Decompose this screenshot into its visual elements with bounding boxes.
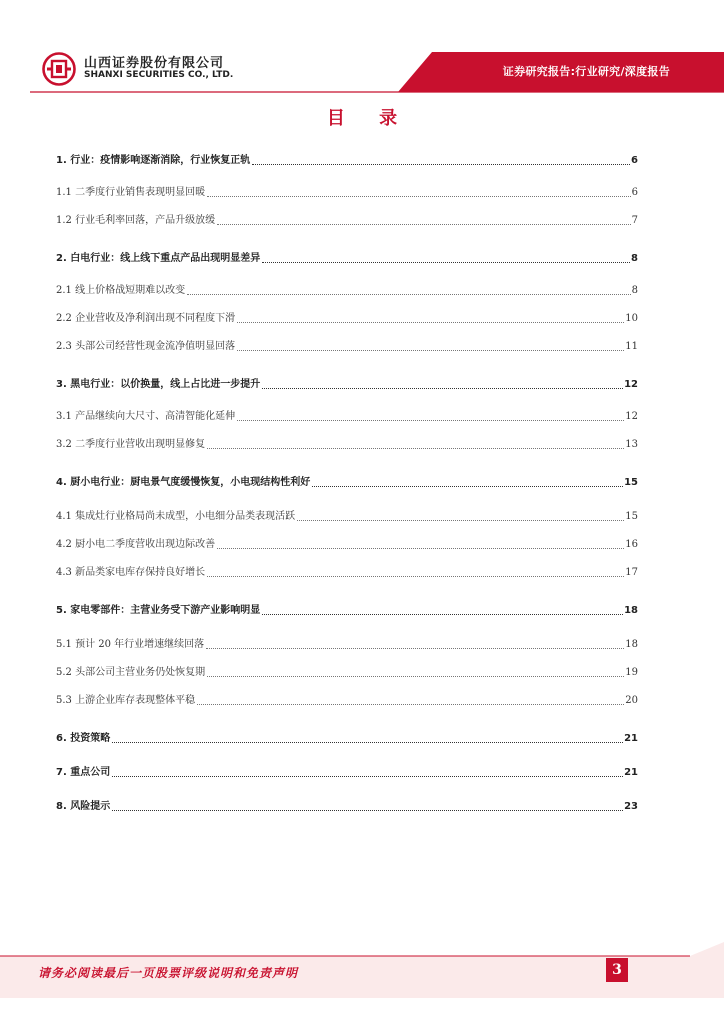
toc-leader-dots — [207, 196, 631, 197]
toc-entry-page: 7 — [631, 215, 638, 226]
toc-entry-page: 6 — [631, 155, 638, 166]
toc-entry[interactable] — [56, 280, 638, 298]
company-name-cn: 山西证券股份有限公司 — [84, 56, 225, 71]
toc-entry-page: 16 — [625, 539, 638, 550]
company-name-en: SHANXI SECURITIES CO., LTD. — [84, 70, 234, 80]
toc-leader-dots — [312, 486, 623, 487]
toc-entry-page: 10 — [625, 313, 638, 324]
toc-entry[interactable] — [56, 308, 638, 326]
toc-leader-dots — [217, 224, 631, 225]
toc-entry-page: 15 — [625, 511, 638, 522]
toc-leader-dots — [262, 614, 623, 615]
toc-leader-dots — [217, 548, 624, 549]
toc-entry-page: 18 — [624, 605, 638, 616]
toc-entry-label: 3.2 二季度行业营收出现明显修复 — [56, 439, 206, 450]
toc-entry[interactable] — [56, 600, 638, 618]
toc-entry[interactable] — [56, 406, 638, 424]
page-number: 3 — [606, 958, 628, 982]
toc-leader-dots — [262, 262, 630, 263]
toc-entry-page: 12 — [625, 411, 638, 422]
toc-entry-page: 12 — [624, 379, 638, 390]
toc-entry[interactable] — [56, 374, 638, 392]
toc-leader-dots — [207, 576, 624, 577]
toc-entry-label: 4.2 厨小电二季度营收出现边际改善 — [56, 539, 216, 550]
toc-entry-label: 5.3 上游企业库存表现整体平稳 — [56, 695, 196, 706]
toc-entry[interactable] — [56, 506, 638, 524]
toc-entry-label: 1.2 行业毛利率回落，产品升级放缓 — [56, 215, 216, 226]
toc-entry-page: 20 — [625, 695, 638, 706]
toc-leader-dots — [237, 350, 624, 351]
toc-title: 目 录 — [326, 108, 412, 129]
toc-entry[interactable] — [56, 690, 638, 708]
toc-leader-dots — [262, 388, 623, 389]
toc-entry-label: 7. 重点公司 — [56, 767, 111, 778]
toc-entry-label: 4.3 新品类家电库存保持良好增长 — [56, 567, 206, 578]
toc-entry[interactable] — [56, 182, 638, 200]
toc-entry-page: 13 — [625, 439, 638, 450]
page-header — [0, 0, 724, 100]
toc-entry-label: 5.1 预计 20 年行业增速继续回落 — [56, 639, 205, 650]
toc-leader-dots — [297, 520, 624, 521]
toc-entry-page: 21 — [624, 767, 638, 778]
toc-entry-label: 3. 黑电行业：以价换量，线上占比进一步提升 — [56, 379, 261, 390]
toc-entry-label: 5. 家电零部件：主营业务受下游产业影响明显 — [56, 605, 261, 616]
toc-entry[interactable] — [56, 336, 638, 354]
toc-entry-page: 23 — [624, 801, 638, 812]
toc-entry[interactable] — [56, 248, 638, 266]
toc-entry-label: 2. 白电行业：线上线下重点产品出现明显差异 — [56, 253, 261, 264]
toc-entry-label: 2.2 企业营收及净利润出现不同程度下滑 — [56, 313, 236, 324]
toc-entry[interactable] — [56, 472, 638, 490]
toc-entry-page: 8 — [631, 285, 638, 296]
header-banner-shape — [0, 0, 724, 100]
toc-entry-label: 1.1 二季度行业销售表现明显回暖 — [56, 187, 206, 198]
toc-leader-dots — [237, 420, 624, 421]
toc-entry-page: 15 — [624, 477, 638, 488]
toc-entry-page: 6 — [631, 187, 638, 198]
toc-entry[interactable] — [56, 762, 638, 780]
toc-leader-dots — [197, 704, 624, 705]
report-type-banner: 证券研究报告:行业研究/深度报告 — [502, 65, 670, 78]
toc-leader-dots — [237, 322, 624, 323]
toc-leader-dots — [187, 294, 631, 295]
toc-entry-page: 17 — [625, 567, 638, 578]
toc-leader-dots — [252, 164, 630, 165]
shanxi-securities-logo-icon — [42, 52, 76, 86]
toc-entry-label: 4.1 集成灶行业格局尚未成型，小电细分品类表现活跃 — [56, 511, 296, 522]
toc-entry-page: 11 — [625, 341, 638, 352]
toc-entry[interactable] — [56, 796, 638, 814]
toc-entry[interactable] — [56, 150, 638, 168]
toc-entry[interactable] — [56, 662, 638, 680]
toc-entry-label: 2.1 线上价格战短期难以改变 — [56, 285, 186, 296]
toc-entry[interactable] — [56, 728, 638, 746]
toc-entry-label: 4. 厨小电行业：厨电景气度缓慢恢复，小电现结构性利好 — [56, 477, 311, 488]
toc-entry-page: 8 — [631, 253, 638, 264]
toc-leader-dots — [206, 648, 624, 649]
toc-entry[interactable] — [56, 634, 638, 652]
toc-entry-page: 21 — [624, 733, 638, 744]
disclaimer-notice: 请务必阅读最后一页股票评级说明和免责声明 — [38, 966, 299, 980]
toc-leader-dots — [112, 742, 623, 743]
toc-leader-dots — [207, 448, 624, 449]
toc-entry-label: 3.1 产品继续向大尺寸、高清智能化延伸 — [56, 411, 236, 422]
toc-entry-label: 1. 行业：疫情影响逐渐消除，行业恢复正轨 — [56, 155, 251, 166]
toc-leader-dots — [112, 776, 623, 777]
toc-entry[interactable] — [56, 210, 638, 228]
toc-entry[interactable] — [56, 562, 638, 580]
toc-entry[interactable] — [56, 534, 638, 552]
toc-entry-label: 8. 风险提示 — [56, 801, 111, 812]
toc-entry-page: 18 — [625, 639, 638, 650]
toc-entry-page: 19 — [625, 667, 638, 678]
toc-entry-label: 2.3 头部公司经营性现金流净值明显回落 — [56, 341, 236, 352]
toc-entry-label: 5.2 头部公司主营业务仍处恢复期 — [56, 667, 206, 678]
toc-entry-label: 6. 投资策略 — [56, 733, 111, 744]
toc-leader-dots — [112, 810, 623, 811]
toc-leader-dots — [207, 676, 624, 677]
toc-entry[interactable] — [56, 434, 638, 452]
